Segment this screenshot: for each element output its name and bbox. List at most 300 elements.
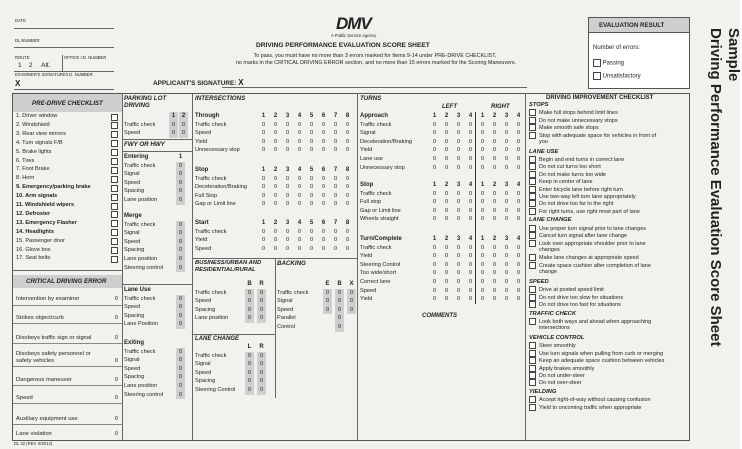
backing-score[interactable]: 0: [323, 289, 332, 298]
critical-item[interactable]: [13, 343, 122, 367]
score-cell[interactable]: 0: [444, 190, 449, 197]
score-cell[interactable]: 0: [309, 184, 314, 191]
score-cell[interactable]: 0: [176, 162, 185, 171]
score-cell[interactable]: 0: [297, 184, 302, 191]
score-cell[interactable]: 0: [321, 175, 326, 182]
predrive-checkbox[interactable]: [111, 131, 118, 138]
route-2[interactable]: 2: [28, 62, 33, 69]
predrive-item[interactable]: [13, 192, 122, 201]
improvement-checkbox[interactable]: [529, 163, 536, 170]
score-cell[interactable]: 0: [456, 156, 461, 162]
improvement-item[interactable]: [529, 163, 601, 170]
improvement-item[interactable]: [529, 232, 627, 239]
score-cell[interactable]: 0: [480, 207, 485, 214]
improvement-checkbox[interactable]: [529, 357, 536, 364]
improvement-item[interactable]: [529, 396, 651, 403]
score-cell[interactable]: 0: [504, 287, 509, 294]
score-cell[interactable]: 0: [480, 156, 485, 162]
score-cell[interactable]: 0: [492, 261, 497, 268]
predrive-checkbox[interactable]: [111, 176, 118, 183]
improvement-item[interactable]: [529, 286, 604, 293]
improvement-item[interactable]: [529, 318, 651, 325]
score-cell[interactable]: 0: [261, 138, 266, 145]
score-cell[interactable]: 0: [309, 147, 314, 154]
score-cell[interactable]: 0: [285, 228, 290, 235]
improvement-checkbox[interactable]: [529, 254, 536, 261]
score-cell[interactable]: 0: [257, 352, 266, 361]
score-cell[interactable]: 0: [516, 279, 521, 285]
score-cell[interactable]: 0: [516, 164, 521, 171]
score-cell[interactable]: 0: [285, 245, 290, 252]
score-cell[interactable]: 0: [456, 164, 461, 171]
score-cell[interactable]: 0: [456, 270, 461, 277]
score-cell[interactable]: 0: [321, 147, 326, 154]
score-cell[interactable]: 0: [432, 121, 437, 128]
score-cell[interactable]: 0: [273, 184, 278, 191]
predrive-item[interactable]: [13, 139, 122, 148]
score-cell[interactable]: 0: [176, 320, 185, 329]
route-1[interactable]: 1: [18, 62, 22, 69]
score-cell[interactable]: 0: [480, 244, 485, 251]
score-cell[interactable]: 0: [333, 228, 338, 235]
score-cell[interactable]: 0: [516, 216, 521, 223]
score-cell[interactable]: 0: [504, 156, 509, 162]
score-cell[interactable]: 0: [504, 199, 509, 206]
score-cell[interactable]: 0: [245, 289, 254, 298]
improvement-item[interactable]: [529, 357, 664, 364]
improvement-checkbox[interactable]: [529, 109, 536, 116]
improvement-item[interactable]: [529, 262, 651, 269]
score-cell[interactable]: 0: [468, 253, 473, 260]
score-cell[interactable]: 0: [444, 261, 449, 268]
score-cell[interactable]: 0: [468, 207, 473, 214]
predrive-item[interactable]: [13, 130, 122, 139]
score-cell[interactable]: 0: [257, 306, 266, 315]
score-cell[interactable]: 0: [516, 156, 521, 162]
improvement-checkbox[interactable]: [529, 318, 536, 325]
score-cell[interactable]: 0: [345, 184, 350, 191]
score-cell[interactable]: 0: [444, 270, 449, 277]
score-cell[interactable]: 0: [285, 201, 290, 208]
predrive-checkbox[interactable]: [111, 167, 118, 174]
score-cell[interactable]: 0: [297, 237, 302, 244]
improvement-checkbox[interactable]: [529, 301, 536, 308]
score-cell[interactable]: 0: [297, 245, 302, 252]
improvement-checkbox[interactable]: [529, 171, 536, 178]
improvement-item[interactable]: [529, 225, 646, 232]
score-cell[interactable]: 0: [285, 237, 290, 244]
score-cell[interactable]: 0: [456, 279, 461, 285]
improvement-item[interactable]: [529, 208, 640, 215]
backing-score[interactable]: 0: [347, 297, 356, 306]
score-cell[interactable]: 0: [245, 306, 254, 315]
score-cell[interactable]: 0: [321, 138, 326, 145]
score-cell[interactable]: 0: [504, 216, 509, 223]
score-cell[interactable]: 0: [309, 175, 314, 182]
improvement-checkbox[interactable]: [529, 372, 536, 379]
score-cell[interactable]: 0: [333, 121, 338, 128]
score-cell[interactable]: 0: [444, 244, 449, 251]
predrive-checkbox[interactable]: [111, 140, 118, 147]
improvement-item[interactable]: [529, 124, 599, 131]
score-cell[interactable]: 0: [468, 121, 473, 128]
backing-score[interactable]: 0: [335, 323, 344, 332]
backing-score[interactable]: 0: [335, 306, 344, 315]
score-cell[interactable]: 0: [456, 244, 461, 251]
score-cell[interactable]: 0: [257, 297, 266, 306]
score-cell[interactable]: 0: [297, 121, 302, 128]
improvement-checkbox[interactable]: [529, 178, 536, 185]
predrive-checkbox[interactable]: [111, 122, 118, 129]
predrive-item[interactable]: [13, 254, 122, 263]
score-cell[interactable]: 0: [444, 147, 449, 154]
score-cell[interactable]: 0: [432, 261, 437, 268]
improvement-item[interactable]: [529, 365, 594, 372]
improvement-checkbox[interactable]: [529, 124, 536, 131]
predrive-item[interactable]: [13, 121, 122, 130]
score-cell[interactable]: 0: [444, 121, 449, 128]
score-cell[interactable]: 0: [468, 164, 473, 171]
score-cell[interactable]: 0: [432, 138, 437, 145]
score-cell[interactable]: 0: [444, 199, 449, 206]
critical-item[interactable]: [13, 385, 122, 404]
score-cell[interactable]: 0: [261, 192, 266, 199]
score-cell[interactable]: 0: [432, 253, 437, 260]
predrive-item[interactable]: [13, 174, 122, 183]
score-cell[interactable]: 0: [516, 147, 521, 154]
score-cell[interactable]: 0: [444, 287, 449, 294]
score-cell[interactable]: 0: [176, 221, 185, 230]
score-cell[interactable]: 0: [176, 255, 185, 264]
backing-score[interactable]: 0: [347, 306, 356, 315]
score-cell[interactable]: 0: [245, 369, 254, 378]
score-cell[interactable]: 0: [444, 207, 449, 214]
score-cell[interactable]: 0: [176, 196, 185, 205]
improvement-checkbox[interactable]: [529, 294, 536, 301]
score-cell[interactable]: 0: [261, 175, 266, 182]
score-cell[interactable]: 0: [480, 261, 485, 268]
score-cell[interactable]: 0: [504, 270, 509, 277]
improvement-checkbox[interactable]: [529, 365, 536, 372]
score-cell[interactable]: 0: [273, 175, 278, 182]
improvement-item[interactable]: [529, 301, 621, 308]
score-cell[interactable]: 0: [257, 289, 266, 298]
score-cell[interactable]: 0: [432, 156, 437, 162]
score-cell[interactable]: 0: [468, 296, 473, 303]
score-cell[interactable]: 0: [456, 261, 461, 268]
route-alt[interactable]: Alt.: [41, 62, 51, 69]
score-cell[interactable]: 0: [432, 296, 437, 303]
improvement-checkbox[interactable]: [529, 186, 536, 193]
score-cell[interactable]: 0: [516, 270, 521, 277]
score-cell[interactable]: 0: [261, 130, 266, 137]
score-cell[interactable]: 0: [492, 279, 497, 285]
score-cell[interactable]: 0: [444, 156, 449, 162]
backing-score[interactable]: 0: [323, 297, 332, 306]
score-cell[interactable]: 0: [492, 253, 497, 260]
score-cell[interactable]: 0: [333, 201, 338, 208]
improvement-checkbox[interactable]: [529, 396, 536, 403]
score-cell[interactable]: 0: [432, 130, 437, 137]
score-cell[interactable]: 0: [261, 245, 266, 252]
score-cell[interactable]: 0: [432, 147, 437, 154]
score-cell[interactable]: 0: [297, 228, 302, 235]
score-cell[interactable]: 0: [444, 164, 449, 171]
parking-score[interactable]: 0: [169, 121, 178, 130]
score-cell[interactable]: 0: [480, 270, 485, 277]
score-cell[interactable]: 0: [176, 312, 185, 321]
score-cell[interactable]: 0: [480, 121, 485, 128]
score-cell[interactable]: 0: [261, 228, 266, 235]
score-cell[interactable]: 0: [345, 147, 350, 154]
score-cell[interactable]: 0: [480, 253, 485, 260]
improvement-checkbox[interactable]: [529, 200, 536, 207]
score-cell[interactable]: 0: [285, 121, 290, 128]
score-cell[interactable]: 0: [309, 228, 314, 235]
critical-item[interactable]: [13, 424, 122, 440]
improvement-checkbox[interactable]: [529, 342, 536, 349]
score-cell[interactable]: 0: [273, 237, 278, 244]
score-cell[interactable]: 0: [245, 386, 254, 395]
score-cell[interactable]: 0: [432, 190, 437, 197]
improvement-checkbox[interactable]: [529, 232, 536, 239]
score-cell[interactable]: 0: [273, 228, 278, 235]
score-cell[interactable]: 0: [468, 190, 473, 197]
improvement-item[interactable]: [529, 294, 623, 301]
score-cell[interactable]: 0: [480, 199, 485, 206]
score-cell[interactable]: 0: [432, 207, 437, 214]
score-cell[interactable]: 0: [176, 264, 185, 273]
score-cell[interactable]: 0: [444, 216, 449, 223]
improvement-item[interactable]: [529, 171, 606, 178]
score-cell[interactable]: 0: [245, 352, 254, 361]
score-cell[interactable]: 0: [480, 190, 485, 197]
score-cell[interactable]: 0: [456, 207, 461, 214]
score-cell[interactable]: 0: [432, 216, 437, 223]
score-cell[interactable]: 0: [321, 130, 326, 137]
score-cell[interactable]: 0: [504, 244, 509, 251]
score-cell[interactable]: 0: [504, 261, 509, 268]
score-cell[interactable]: 0: [261, 147, 266, 154]
predrive-item[interactable]: [13, 165, 122, 174]
score-cell[interactable]: 0: [516, 199, 521, 206]
score-cell[interactable]: 0: [456, 253, 461, 260]
score-cell[interactable]: 0: [273, 201, 278, 208]
score-cell[interactable]: 0: [492, 138, 497, 145]
score-cell[interactable]: 0: [176, 356, 185, 365]
improvement-item[interactable]: [529, 156, 624, 163]
score-cell[interactable]: 0: [444, 279, 449, 285]
score-cell[interactable]: 0: [297, 201, 302, 208]
backing-score[interactable]: 0: [335, 289, 344, 298]
score-cell[interactable]: 0: [492, 130, 497, 137]
score-cell[interactable]: 0: [245, 377, 254, 386]
score-cell[interactable]: 0: [309, 121, 314, 128]
score-cell[interactable]: 0: [333, 184, 338, 191]
parking-score[interactable]: 0: [169, 129, 178, 138]
improvement-checkbox[interactable]: [529, 404, 536, 411]
score-cell[interactable]: 0: [456, 138, 461, 145]
score-cell[interactable]: 0: [468, 261, 473, 268]
backing-score[interactable]: 0: [335, 314, 344, 323]
score-cell[interactable]: 0: [468, 147, 473, 154]
score-cell[interactable]: 0: [345, 237, 350, 244]
improvement-item[interactable]: [529, 404, 641, 411]
score-cell[interactable]: 0: [480, 130, 485, 137]
predrive-item[interactable]: [13, 219, 122, 228]
score-cell[interactable]: 0: [285, 130, 290, 137]
score-cell[interactable]: 0: [468, 244, 473, 251]
predrive-item[interactable]: [13, 246, 122, 255]
improvement-item[interactable]: [529, 132, 656, 139]
unsatisfactory-checkbox[interactable]: [593, 72, 601, 80]
score-cell[interactable]: 0: [456, 216, 461, 223]
score-cell[interactable]: 0: [492, 164, 497, 171]
score-cell[interactable]: 0: [504, 164, 509, 171]
score-cell[interactable]: 0: [333, 138, 338, 145]
critical-item[interactable]: [13, 366, 122, 386]
improvement-item[interactable]: [529, 350, 663, 357]
score-cell[interactable]: 0: [444, 138, 449, 145]
score-cell[interactable]: 0: [345, 175, 350, 182]
score-cell[interactable]: 0: [257, 386, 266, 395]
score-cell[interactable]: 0: [321, 201, 326, 208]
score-cell[interactable]: 0: [273, 147, 278, 154]
improvement-item[interactable]: [529, 254, 639, 261]
score-cell[interactable]: 0: [480, 164, 485, 171]
score-cell[interactable]: 0: [321, 184, 326, 191]
score-cell[interactable]: 0: [285, 147, 290, 154]
score-cell[interactable]: 0: [492, 156, 497, 162]
predrive-item[interactable]: [13, 112, 122, 121]
score-cell[interactable]: 0: [245, 297, 254, 306]
score-cell[interactable]: 0: [468, 199, 473, 206]
score-cell[interactable]: 0: [321, 245, 326, 252]
score-cell[interactable]: 0: [257, 314, 266, 323]
score-cell[interactable]: 0: [261, 184, 266, 191]
critical-item[interactable]: [13, 403, 122, 425]
score-cell[interactable]: 0: [516, 261, 521, 268]
score-cell[interactable]: 0: [176, 348, 185, 357]
score-cell[interactable]: 0: [432, 270, 437, 277]
score-cell[interactable]: 0: [345, 245, 350, 252]
score-cell[interactable]: 0: [468, 216, 473, 223]
score-cell[interactable]: 0: [468, 130, 473, 137]
predrive-checkbox[interactable]: [111, 220, 118, 227]
improvement-item[interactable]: [529, 379, 582, 386]
score-cell[interactable]: 0: [176, 303, 185, 312]
improvement-item[interactable]: [529, 178, 593, 185]
passing-option[interactable]: Passing: [593, 59, 624, 68]
improvement-checkbox[interactable]: [529, 225, 536, 232]
score-cell[interactable]: 0: [257, 377, 266, 386]
score-cell[interactable]: 0: [321, 237, 326, 244]
predrive-item[interactable]: [13, 183, 122, 192]
score-cell[interactable]: 0: [480, 216, 485, 223]
score-cell[interactable]: 0: [309, 201, 314, 208]
score-cell[interactable]: 0: [504, 207, 509, 214]
score-cell[interactable]: 0: [297, 192, 302, 199]
score-cell[interactable]: 0: [456, 199, 461, 206]
improvement-checkbox[interactable]: [529, 208, 536, 215]
predrive-item[interactable]: [13, 228, 122, 237]
passing-checkbox[interactable]: [593, 59, 601, 67]
score-cell[interactable]: 0: [480, 296, 485, 303]
predrive-checkbox[interactable]: [111, 194, 118, 201]
score-cell[interactable]: 0: [432, 287, 437, 294]
score-cell[interactable]: 0: [176, 382, 185, 391]
score-cell[interactable]: 0: [492, 270, 497, 277]
improvement-checkbox[interactable]: [529, 262, 536, 269]
score-cell[interactable]: 0: [504, 138, 509, 145]
score-cell[interactable]: 0: [456, 121, 461, 128]
improvement-checkbox[interactable]: [529, 240, 536, 247]
score-cell[interactable]: 0: [309, 138, 314, 145]
predrive-checkbox[interactable]: [111, 256, 118, 263]
predrive-item[interactable]: [13, 201, 122, 210]
score-cell[interactable]: 0: [345, 192, 350, 199]
score-cell[interactable]: 0: [492, 216, 497, 223]
predrive-item[interactable]: [13, 210, 122, 219]
score-cell[interactable]: 0: [504, 121, 509, 128]
score-cell[interactable]: 0: [480, 279, 485, 285]
score-cell[interactable]: 0: [516, 287, 521, 294]
score-cell[interactable]: 0: [456, 130, 461, 137]
score-cell[interactable]: 0: [321, 228, 326, 235]
improvement-item[interactable]: [529, 193, 636, 200]
score-cell[interactable]: 0: [516, 190, 521, 197]
score-cell[interactable]: 0: [492, 121, 497, 128]
score-cell[interactable]: 0: [333, 192, 338, 199]
score-cell[interactable]: 0: [492, 199, 497, 206]
predrive-checkbox[interactable]: [111, 238, 118, 245]
score-cell[interactable]: 0: [432, 279, 437, 285]
score-cell[interactable]: 0: [444, 130, 449, 137]
score-cell[interactable]: 0: [492, 244, 497, 251]
critical-item[interactable]: [13, 288, 122, 305]
score-cell[interactable]: 0: [333, 245, 338, 252]
score-cell[interactable]: 0: [480, 138, 485, 145]
score-cell[interactable]: 0: [261, 121, 266, 128]
score-cell[interactable]: 0: [176, 229, 185, 238]
score-cell[interactable]: 0: [516, 207, 521, 214]
score-cell[interactable]: 0: [504, 130, 509, 137]
improvement-item[interactable]: [529, 240, 646, 247]
predrive-checkbox[interactable]: [111, 149, 118, 156]
score-cell[interactable]: 0: [456, 147, 461, 154]
score-cell[interactable]: 0: [176, 187, 185, 196]
score-cell[interactable]: 0: [504, 190, 509, 197]
score-cell[interactable]: 0: [257, 369, 266, 378]
score-cell[interactable]: 0: [516, 130, 521, 137]
score-cell[interactable]: 0: [444, 296, 449, 303]
score-cell[interactable]: 0: [432, 164, 437, 171]
score-cell[interactable]: 0: [176, 365, 185, 374]
improvement-checkbox[interactable]: [529, 286, 536, 293]
score-cell[interactable]: 0: [504, 147, 509, 154]
score-cell[interactable]: 0: [345, 201, 350, 208]
backing-score[interactable]: 0: [323, 306, 332, 315]
improvement-item[interactable]: [529, 117, 618, 124]
score-cell[interactable]: 0: [321, 121, 326, 128]
score-cell[interactable]: 0: [456, 190, 461, 197]
predrive-item[interactable]: [13, 157, 122, 166]
improvement-item[interactable]: [529, 109, 618, 116]
score-cell[interactable]: 0: [321, 192, 326, 199]
score-cell[interactable]: 0: [273, 138, 278, 145]
score-cell[interactable]: 0: [333, 130, 338, 137]
parking-score[interactable]: 0: [179, 129, 188, 138]
